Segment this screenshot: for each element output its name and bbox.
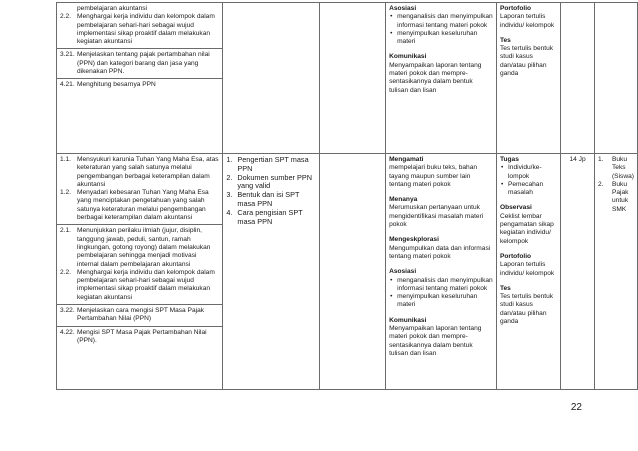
competency-item xyxy=(60,329,219,346)
competency-item xyxy=(60,189,219,222)
mengamati-text: mempelajari buku teks, bahan tayang maupun sumber lain tentang materi pokok xyxy=(389,164,478,188)
portofolio-text: Laporan tertulis individu/ kelompok xyxy=(499,261,555,277)
asosiasi-heading: Asosiasi xyxy=(389,268,417,276)
competency-text: Mengisi SPT Masa Pajak Pertambahan Nilai (PPN). xyxy=(77,328,207,344)
portofolio-heading: Portofolio xyxy=(499,5,532,12)
table-row-spt xyxy=(57,154,638,390)
competency-number: 2.2. xyxy=(60,268,71,276)
competency-cell xyxy=(57,3,223,154)
materi-cell xyxy=(223,3,319,154)
komunikasi-heading: Komunikasi xyxy=(389,316,427,324)
materi-number: 3. xyxy=(226,190,233,200)
materi-list xyxy=(223,154,318,228)
materi-number: 4. xyxy=(226,207,233,217)
learning-activity-cell xyxy=(386,3,497,154)
portofolio-text: Laporan tertulis individu/ kelompok xyxy=(499,13,555,29)
tes-heading: Tes xyxy=(499,36,511,44)
portofolio-heading: Portofolio xyxy=(499,252,532,260)
komunikasi-text: Menyampaikan laporan tentang materi pokok dan mempre-sentasikannya dalam bentuk tulisan dan lisan xyxy=(389,325,482,357)
syllabus-table xyxy=(56,2,638,390)
competency-block xyxy=(57,225,222,305)
materi-text: Pengertian SPT masa PPN xyxy=(237,155,309,173)
assessment-cell xyxy=(496,3,560,154)
competency-number: 4.21. xyxy=(60,81,75,89)
competency-text: Menghitung besarnya PPN xyxy=(77,81,156,89)
materi-number: 1. xyxy=(226,155,233,164)
menanya-text: Merumuskan pertanyaan untuk mengidentifikasi masalah materi pokok xyxy=(389,204,484,229)
spacer-cell xyxy=(319,154,385,390)
komunikasi-heading: Komunikasi xyxy=(389,53,427,61)
competency-text: Menghargai kerja individu dan kelompok dalam pembelajaran sehari-hari sebagai wujud implementasi sikap proaktif dalam melakukan kegiatan akuntansi xyxy=(77,13,215,46)
materi-item xyxy=(226,209,315,227)
competency-number: 2.2. xyxy=(60,13,71,21)
competency-text: Menjelaskan cara mengisi SPT Masa Pajak Pertambahan Nilai (PPN) xyxy=(77,307,205,323)
time-allocation: 14 Jp xyxy=(569,156,586,163)
competency-number: 4.22. xyxy=(60,328,75,336)
materi-item xyxy=(226,174,315,192)
competency-block xyxy=(57,327,222,348)
asosiasi-heading: Asosiasi xyxy=(389,5,417,12)
competency-number: 2.1. xyxy=(60,227,71,235)
page-number: 22 xyxy=(570,402,582,413)
competency-item xyxy=(60,5,219,13)
competency-block xyxy=(57,154,222,225)
komunikasi-text: Menyampaikan laporan tentang materi pokok dan mempre-sentasikannya dalam bentuk tulisan dan lisan xyxy=(389,61,482,94)
source-list xyxy=(595,154,637,216)
list-item: • menganalisis dan menyimpulkan informasi tentang materi pokok xyxy=(389,13,493,30)
observasi-text: Ceklist lembar pengamatan sikap kegiatan individu/ kelompok xyxy=(499,212,554,245)
list-item: • Individu/ke-lompok xyxy=(500,164,557,181)
asosiasi-list xyxy=(389,277,493,310)
assessment-cell xyxy=(496,154,560,390)
competency-text: Menyadari kebesaran Tuhan Yang Maha Esa yang menciptakan pengetahuan yang salah satunya keteraturan melalui pengembangan berbagai keterampilan dalam akuntansi xyxy=(77,189,209,222)
competency-block xyxy=(57,305,222,327)
materi-text: Bentuk dan isi SPT masa PPN xyxy=(237,190,300,208)
competency-item xyxy=(60,269,219,302)
competency-item xyxy=(60,227,219,268)
eksplorasi-heading: Mengeskplorasi xyxy=(389,236,439,244)
competency-text: Menghargai kerja individu dan kelompok dalam pembelajaran sehari-hari sebagai wujud implementasi sikap proaktif dalam melakukan kegiatan akuntansi xyxy=(77,268,215,301)
competency-number xyxy=(60,5,77,13)
time-cell xyxy=(561,3,595,154)
mengamati-heading: Mengamati xyxy=(389,156,424,163)
table-row-ppn xyxy=(57,3,638,154)
source-number: 2. xyxy=(597,180,604,188)
menanya-heading: Menanya xyxy=(389,196,418,204)
materi-cell xyxy=(223,154,319,390)
competency-item xyxy=(60,81,219,89)
time-cell xyxy=(561,154,595,390)
materi-text: Dokumen sumber PPN yang valid xyxy=(237,172,312,191)
competency-item xyxy=(60,13,219,46)
list-item: • Pemecahan masalah xyxy=(500,181,557,198)
source-item xyxy=(598,181,634,214)
list-item: • menganalisis dan menyimpulkan informasi tentang materi pokok xyxy=(389,277,493,294)
competency-number: 1.1. xyxy=(60,156,71,163)
tugas-list xyxy=(500,164,557,197)
competency-item xyxy=(60,156,219,189)
list-item: • menyimpulkan keseluruhan materi xyxy=(389,293,493,310)
source-item xyxy=(598,156,634,181)
competency-number: 1.2. xyxy=(60,189,71,197)
competency-text: Menunjukkan perilaku ilmiah (jujur, disiplin, tanggung jawab, peduli, santun, ramah lingkungan, gotong royong) dalam melakukan pembelajaran sehingga menjadi motivasi internal dalam pembelajaran akuntansi xyxy=(77,227,211,268)
source-text: Buku Pajak untuk SMK xyxy=(611,180,629,213)
competency-number: 3.22. xyxy=(60,307,75,315)
competency-number: 3.21. xyxy=(60,51,75,59)
materi-text: Cara pengisian SPT masa PPN xyxy=(237,207,303,226)
competency-item xyxy=(60,51,219,76)
materi-item xyxy=(226,156,315,174)
competency-block xyxy=(57,49,222,79)
competency-text: pembelajaran akuntansi xyxy=(77,5,148,12)
source-cell xyxy=(594,3,637,154)
learning-activity-cell xyxy=(386,154,497,390)
observasi-heading: Observasi xyxy=(499,204,532,212)
competency-block xyxy=(57,3,222,49)
eksplorasi-text: Mengumpulkan data dan informasi tentang materi pokok xyxy=(389,244,491,260)
materi-number: 2. xyxy=(226,172,233,182)
competency-block xyxy=(57,79,222,91)
materi-item xyxy=(226,191,315,209)
competency-item xyxy=(60,307,219,324)
competency-cell xyxy=(57,154,223,390)
list-item: • menyimpulkan keseluruhan materi xyxy=(389,30,493,47)
spacer-cell xyxy=(319,3,385,154)
source-cell xyxy=(594,154,637,390)
tes-heading: Tes xyxy=(499,284,511,292)
tes-text: Tes tertulis bentuk studi kasus dan/atau pilihan ganda xyxy=(499,293,554,326)
tes-text: Tes tertulis bentuk studi kasus dan/atau pilihan ganda xyxy=(499,45,554,78)
asosiasi-list xyxy=(389,13,493,46)
competency-text: Menjelaskan tentang pajak pertambahan nilai (PPN) dan kategori barang dan jasa yang dikenakan PPN. xyxy=(77,51,210,76)
tugas-heading: Tugas xyxy=(499,156,519,163)
source-number: 1. xyxy=(597,156,604,163)
competency-text: Mensyukuri karunia Tuhan Yang Maha Esa, atas keteraturan yang salah satunya melalui pengembangan berbagai keterampilan dalam akuntansi xyxy=(77,156,219,188)
source-text: Buku Teks (Siswa) xyxy=(611,156,634,180)
